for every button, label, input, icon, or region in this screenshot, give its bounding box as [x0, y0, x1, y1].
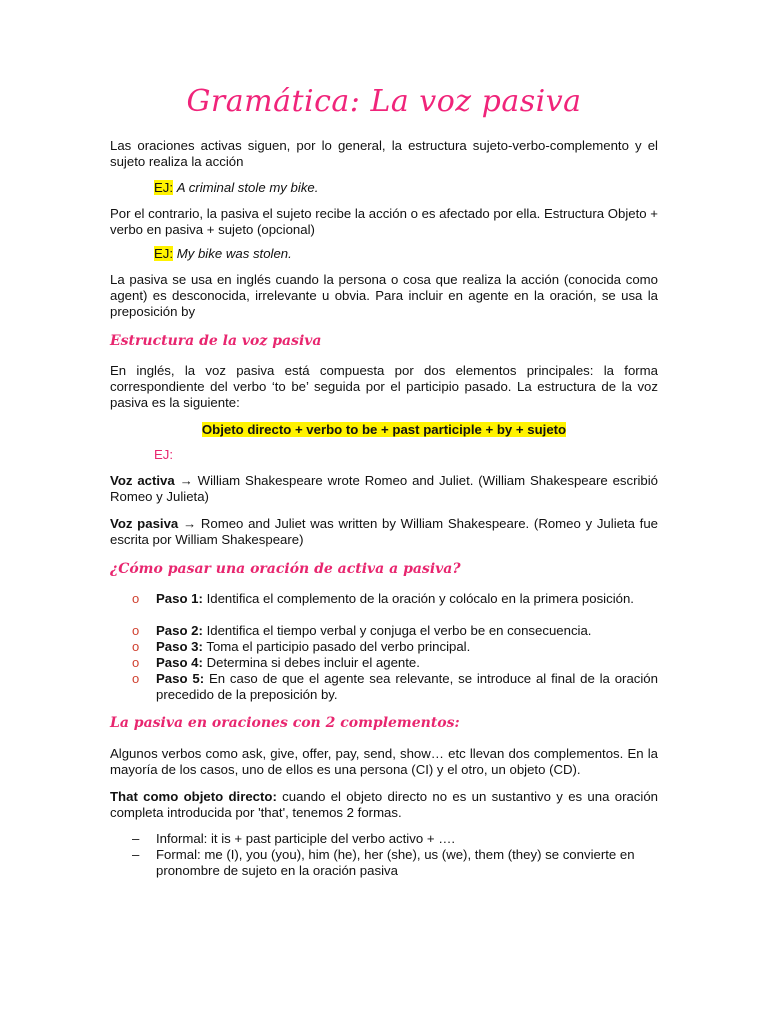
paso-label: Paso 2:: [156, 623, 203, 638]
paso-text: Toma el participio pasado del verbo principal.: [206, 639, 471, 654]
forma-text: Informal: it is + past participle del verbo activo + ….: [156, 831, 456, 846]
voz-pasiva-paragraph: [110, 516, 658, 548]
example-label: EJ:: [154, 246, 174, 261]
paragraph-that: [110, 789, 658, 821]
paso-label: Paso 4:: [156, 655, 203, 670]
example-1: [154, 180, 654, 196]
paragraph-pasiva: Por el contrario, la pasiva el sujeto recibe la acción o es afectado por ella. Estructura Objeto + verbo en pasiva + sujeto (opcional): [110, 206, 658, 237]
dash-icon: ‒: [132, 831, 140, 846]
paso-label: Paso 3:: [156, 639, 203, 654]
arrow-icon: →: [179, 473, 193, 488]
paragraph-estructura: En inglés, la voz pasiva está compuesta por dos elementos principales: la forma correspondiente del verbo ‘to be’ seguida por el participio pasado. La estructura de la voz pasiva es la siguiente:: [110, 363, 658, 410]
paso-label: Paso 5:: [156, 671, 205, 686]
paso-label: Paso 1:: [156, 591, 203, 606]
paragraph-uso: La pasiva se usa en inglés cuando la persona o cosa que realiza la acción (conocida como agent) es desconocida, irrelevante u obvia. Para incluir en agente en la oración, se usa la preposición by: [110, 272, 658, 319]
example-2: [154, 246, 654, 262]
paso-text: Determina si debes incluir el agente.: [206, 655, 420, 670]
heading-dos-complementos: La pasiva en oraciones con 2 complementos:: [110, 715, 460, 731]
heading-como-pasar: ¿Cómo pasar una oración de activa a pasiva?: [110, 561, 461, 577]
paso-text: Identifica el tiempo verbal y conjuga el verbo be en consecuencia.: [206, 623, 592, 638]
that-label: That como objeto directo:: [110, 789, 277, 804]
voz-pasiva-text: Romeo and Juliet was written by William Shakespeare. (Romeo y Julieta fue escrita por William Shakespeare): [110, 516, 659, 547]
voz-activa-text: William Shakespeare wrote Romeo and Juliet. (William Shakespeare escribió Romeo y Julieta): [110, 473, 659, 504]
bullet-icon: o: [132, 671, 140, 686]
arrow-icon: →: [182, 516, 197, 531]
that-text: cuando el objeto directo no es un sustantivo y es una oración completa introducida por 'that', tenemos 2 formas.: [110, 789, 658, 820]
bullet-icon: o: [132, 623, 140, 638]
bullet-icon: o: [132, 655, 140, 670]
example-3-label: EJ:: [154, 447, 174, 462]
voz-activa-paragraph: [110, 473, 658, 505]
voz-activa-label: Voz activa: [110, 473, 175, 488]
bullet-icon: o: [132, 591, 140, 606]
dash-icon: ‒: [132, 847, 140, 862]
paragraph-dos-complementos: Algunos verbos como ask, give, offer, pay, send, show… etc llevan dos complementos. En la mayoría de los casos, uno de ellos es una persona (CI) y el otro, un objeto (CD).: [110, 746, 658, 777]
example-label: EJ:: [154, 180, 174, 195]
voz-pasiva-label: Voz pasiva: [110, 516, 179, 531]
page-title: Gramática: La voz pasiva: [186, 84, 582, 119]
example-text: My bike was stolen.: [176, 246, 292, 261]
formula-text: Objeto directo + verbo to be + past participle + by + sujeto: [201, 422, 567, 437]
paso-text: Identifica el complemento de la oración y colócalo en la primera posición.: [206, 591, 634, 606]
paragraph-intro: Las oraciones activas siguen, por lo general, la estructura sujeto-verbo-complemento y el sujeto realiza la acción: [110, 138, 658, 169]
bullet-icon: o: [132, 639, 140, 654]
formula-line: [110, 422, 658, 438]
example-text: A criminal stole my bike.: [176, 180, 319, 195]
heading-estructura: Estructura de la voz pasiva: [110, 333, 322, 349]
paso-text: En caso de que el agente sea relevante, se introduce al final de la oración precedido de la preposición by.: [156, 671, 658, 702]
forma-text: Formal: me (I), you (you), him (he), her (she), us (we), them (they) se convierte en pronombre de sujeto en la oración pasiva: [156, 847, 635, 878]
